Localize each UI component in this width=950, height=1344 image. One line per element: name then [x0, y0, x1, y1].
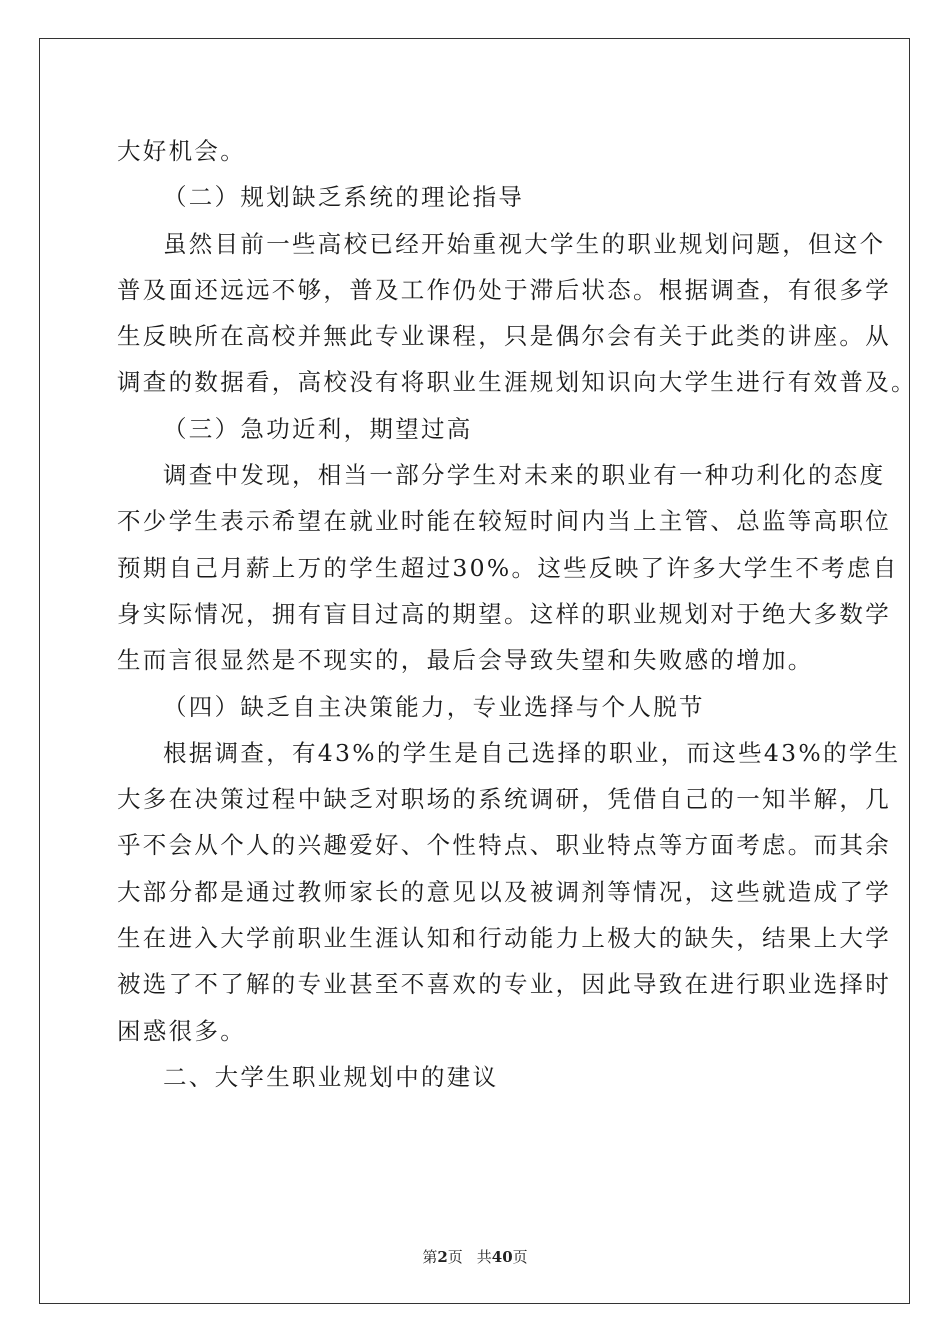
paragraph-line: 大好机会。: [117, 137, 246, 165]
paragraph-line: 被选了不了解的专业甚至不喜欢的专业，因此导致在进行职业选择时: [117, 970, 891, 999]
paragraph-line: 困惑很多。: [117, 1016, 246, 1045]
paragraph-line: 大部分都是通过教师家长的意见以及被调剂等情况，这些就造成了学: [117, 877, 891, 906]
paragraph-line: 调查中发现，相当一部分学生对未来的职业有一种功利化的态度: [163, 461, 886, 490]
paragraph-line: 虽然目前一些高校已经开始重视大学生的职业规划问题，但这个: [163, 229, 886, 258]
paragraph-line: 大多在决策过程中缺乏对职场的系统调研，凭借自己的一知半解，几: [117, 785, 891, 814]
paragraph-line: 根据调查，有43%的学生是自己选择的职业，而这些43%的学生: [163, 738, 901, 767]
page-number: 2: [437, 1248, 448, 1266]
paragraph-line: 调查的数据看，高校没有将职业生涯规划知识向大学生进行有效普及。: [117, 368, 917, 397]
page-footer: [0, 1247, 950, 1267]
page-prefix: 第: [422, 1248, 438, 1266]
paragraph-line: 生在进入大学前职业生涯认知和行动能力上极大的缺失，结果上大学: [117, 924, 891, 953]
paragraph-line: 乎不会从个人的兴趣爱好、个性特点、职业特点等方面考虑。而其余: [117, 831, 891, 860]
paragraph-line: 身实际情况，拥有盲目过高的期望。这样的职业规划对于绝大多数学: [117, 599, 891, 628]
paragraph-line: 普及面还远远不够，普及工作仍处于滞后状态。根据调查，有很多学: [117, 275, 891, 304]
paragraph-line: 预期自己月薪上万的学生超过30%。这些反映了许多大学生不考虑自: [117, 553, 899, 582]
section-heading: 二、大学生职业规划中的建议: [163, 1062, 499, 1091]
total-pages: 40: [491, 1248, 513, 1266]
total-suffix: 页: [512, 1248, 528, 1266]
paragraph-line: 生反映所在高校并無此专业课程，只是偶尔会有关于此类的讲座。从: [117, 322, 891, 351]
document-body: [117, 128, 917, 1100]
paragraph-line: 不少学生表示希望在就业时能在较短时间内当上主管、总监等高职位: [117, 507, 891, 536]
total-prefix: 共: [476, 1248, 492, 1266]
section-heading: （四）缺乏自主决策能力，专业选择与个人脱节: [163, 692, 705, 721]
section-heading: （二）规划缺乏系统的理论指导: [163, 183, 525, 212]
section-heading: （三）急功近利，期望过高: [163, 414, 473, 443]
page-suffix: 页: [447, 1248, 463, 1266]
paragraph-line: 生而言很显然是不现实的，最后会导致失望和失败感的增加。: [117, 646, 814, 675]
